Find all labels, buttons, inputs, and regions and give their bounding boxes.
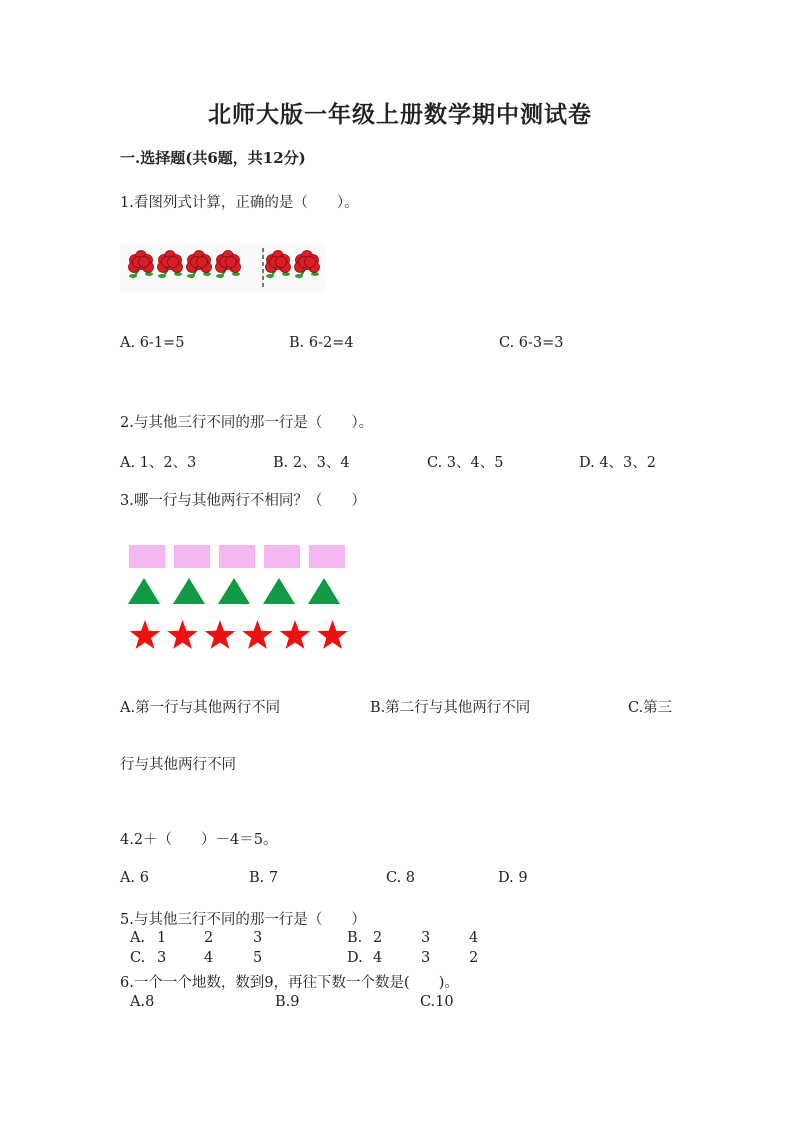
q3-square	[129, 545, 165, 568]
q5-option-d-num-1: 4	[373, 950, 383, 966]
q6-option-b: B.9	[275, 994, 300, 1010]
q5-option-a-letter: A.	[130, 930, 146, 946]
q3-option-b: B.第二行与其他两行不同	[370, 700, 531, 716]
q3-star	[205, 620, 235, 649]
q4-option-c: C. 8	[386, 870, 416, 886]
q3-triangle	[173, 578, 205, 604]
q5-option-c-num-2: 4	[204, 950, 214, 966]
q3-triangle	[308, 578, 340, 604]
q5-option-a-num-3: 3	[253, 930, 263, 946]
q5-option-c-num-1: 3	[157, 950, 167, 966]
section-heading: 一.选择题(共6题，共12分)	[120, 149, 306, 167]
q5-option-b-num-2: 3	[421, 930, 431, 946]
q3-stem: 3.哪一行与其他两行不相同？（ ）	[120, 493, 366, 509]
q2-option-b: B. 2、3、4	[273, 455, 350, 471]
q4-option-d: D. 9	[498, 870, 528, 886]
q3-triangle	[263, 578, 295, 604]
q1-stem: 1.看图列式计算，正确的是（ ）。	[120, 195, 359, 211]
q2-stem: 2.与其他三行不同的那一行是（ ）。	[120, 415, 374, 431]
q2-option-c: C. 3、4、5	[427, 455, 504, 471]
q3-square	[219, 545, 255, 568]
q4-stem: 4.2＋（ ）－4＝5。	[120, 832, 278, 848]
q5-option-d-letter: D.	[347, 950, 363, 966]
q6-option-a: A.8	[130, 994, 155, 1010]
q3-square	[264, 545, 300, 568]
q5-option-d-num-2: 3	[421, 950, 431, 966]
q3-square	[309, 545, 345, 568]
q5-option-c-num-3: 5	[253, 950, 263, 966]
q3-option-a: A.第一行与其他两行不同	[120, 700, 281, 716]
q5-option-a-num-2: 2	[204, 930, 214, 946]
q4-option-b: B. 7	[249, 870, 279, 886]
q3-star	[167, 620, 197, 649]
q5-option-c-letter: C.	[130, 950, 146, 966]
q3-triangle	[128, 578, 160, 604]
q3-square	[174, 545, 210, 568]
q1-option-c: C. 6-3=3	[499, 335, 564, 351]
q3-star	[280, 620, 310, 649]
q2-option-a: A. 1、2、3	[120, 455, 197, 471]
q5-option-b-num-3: 4	[469, 930, 479, 946]
q6-stem: 6.一个一个地数，数到9，再往下数一个数是( )。	[120, 975, 459, 991]
q6-option-c: C.10	[420, 994, 454, 1010]
q5-option-b-num-1: 2	[373, 930, 383, 946]
q3-star	[317, 620, 347, 649]
q3-star	[242, 620, 272, 649]
q2-option-d: D. 4、3、2	[579, 455, 657, 471]
q3-star	[130, 620, 160, 649]
q5-option-a-num-1: 1	[157, 930, 167, 946]
q3-option-c: C.第三	[628, 700, 673, 716]
q3-shapes-image	[120, 538, 360, 658]
q5-option-b-letter: B.	[347, 930, 363, 946]
q4-option-a: A. 6	[120, 870, 149, 886]
q5-option-d-num-3: 2	[469, 950, 479, 966]
q3-option-c-continued: 行与其他两行不同	[120, 757, 236, 773]
q5-stem: 5.与其他三行不同的那一行是（ ）	[120, 912, 366, 928]
q3-triangle	[218, 578, 250, 604]
page-title: 北师大版一年级上册数学期中测试卷	[208, 101, 592, 128]
q1-option-a: A. 6-1=5	[120, 335, 185, 351]
q1-option-b: B. 6-2=4	[289, 335, 354, 351]
q1-flowers-image	[120, 244, 326, 292]
